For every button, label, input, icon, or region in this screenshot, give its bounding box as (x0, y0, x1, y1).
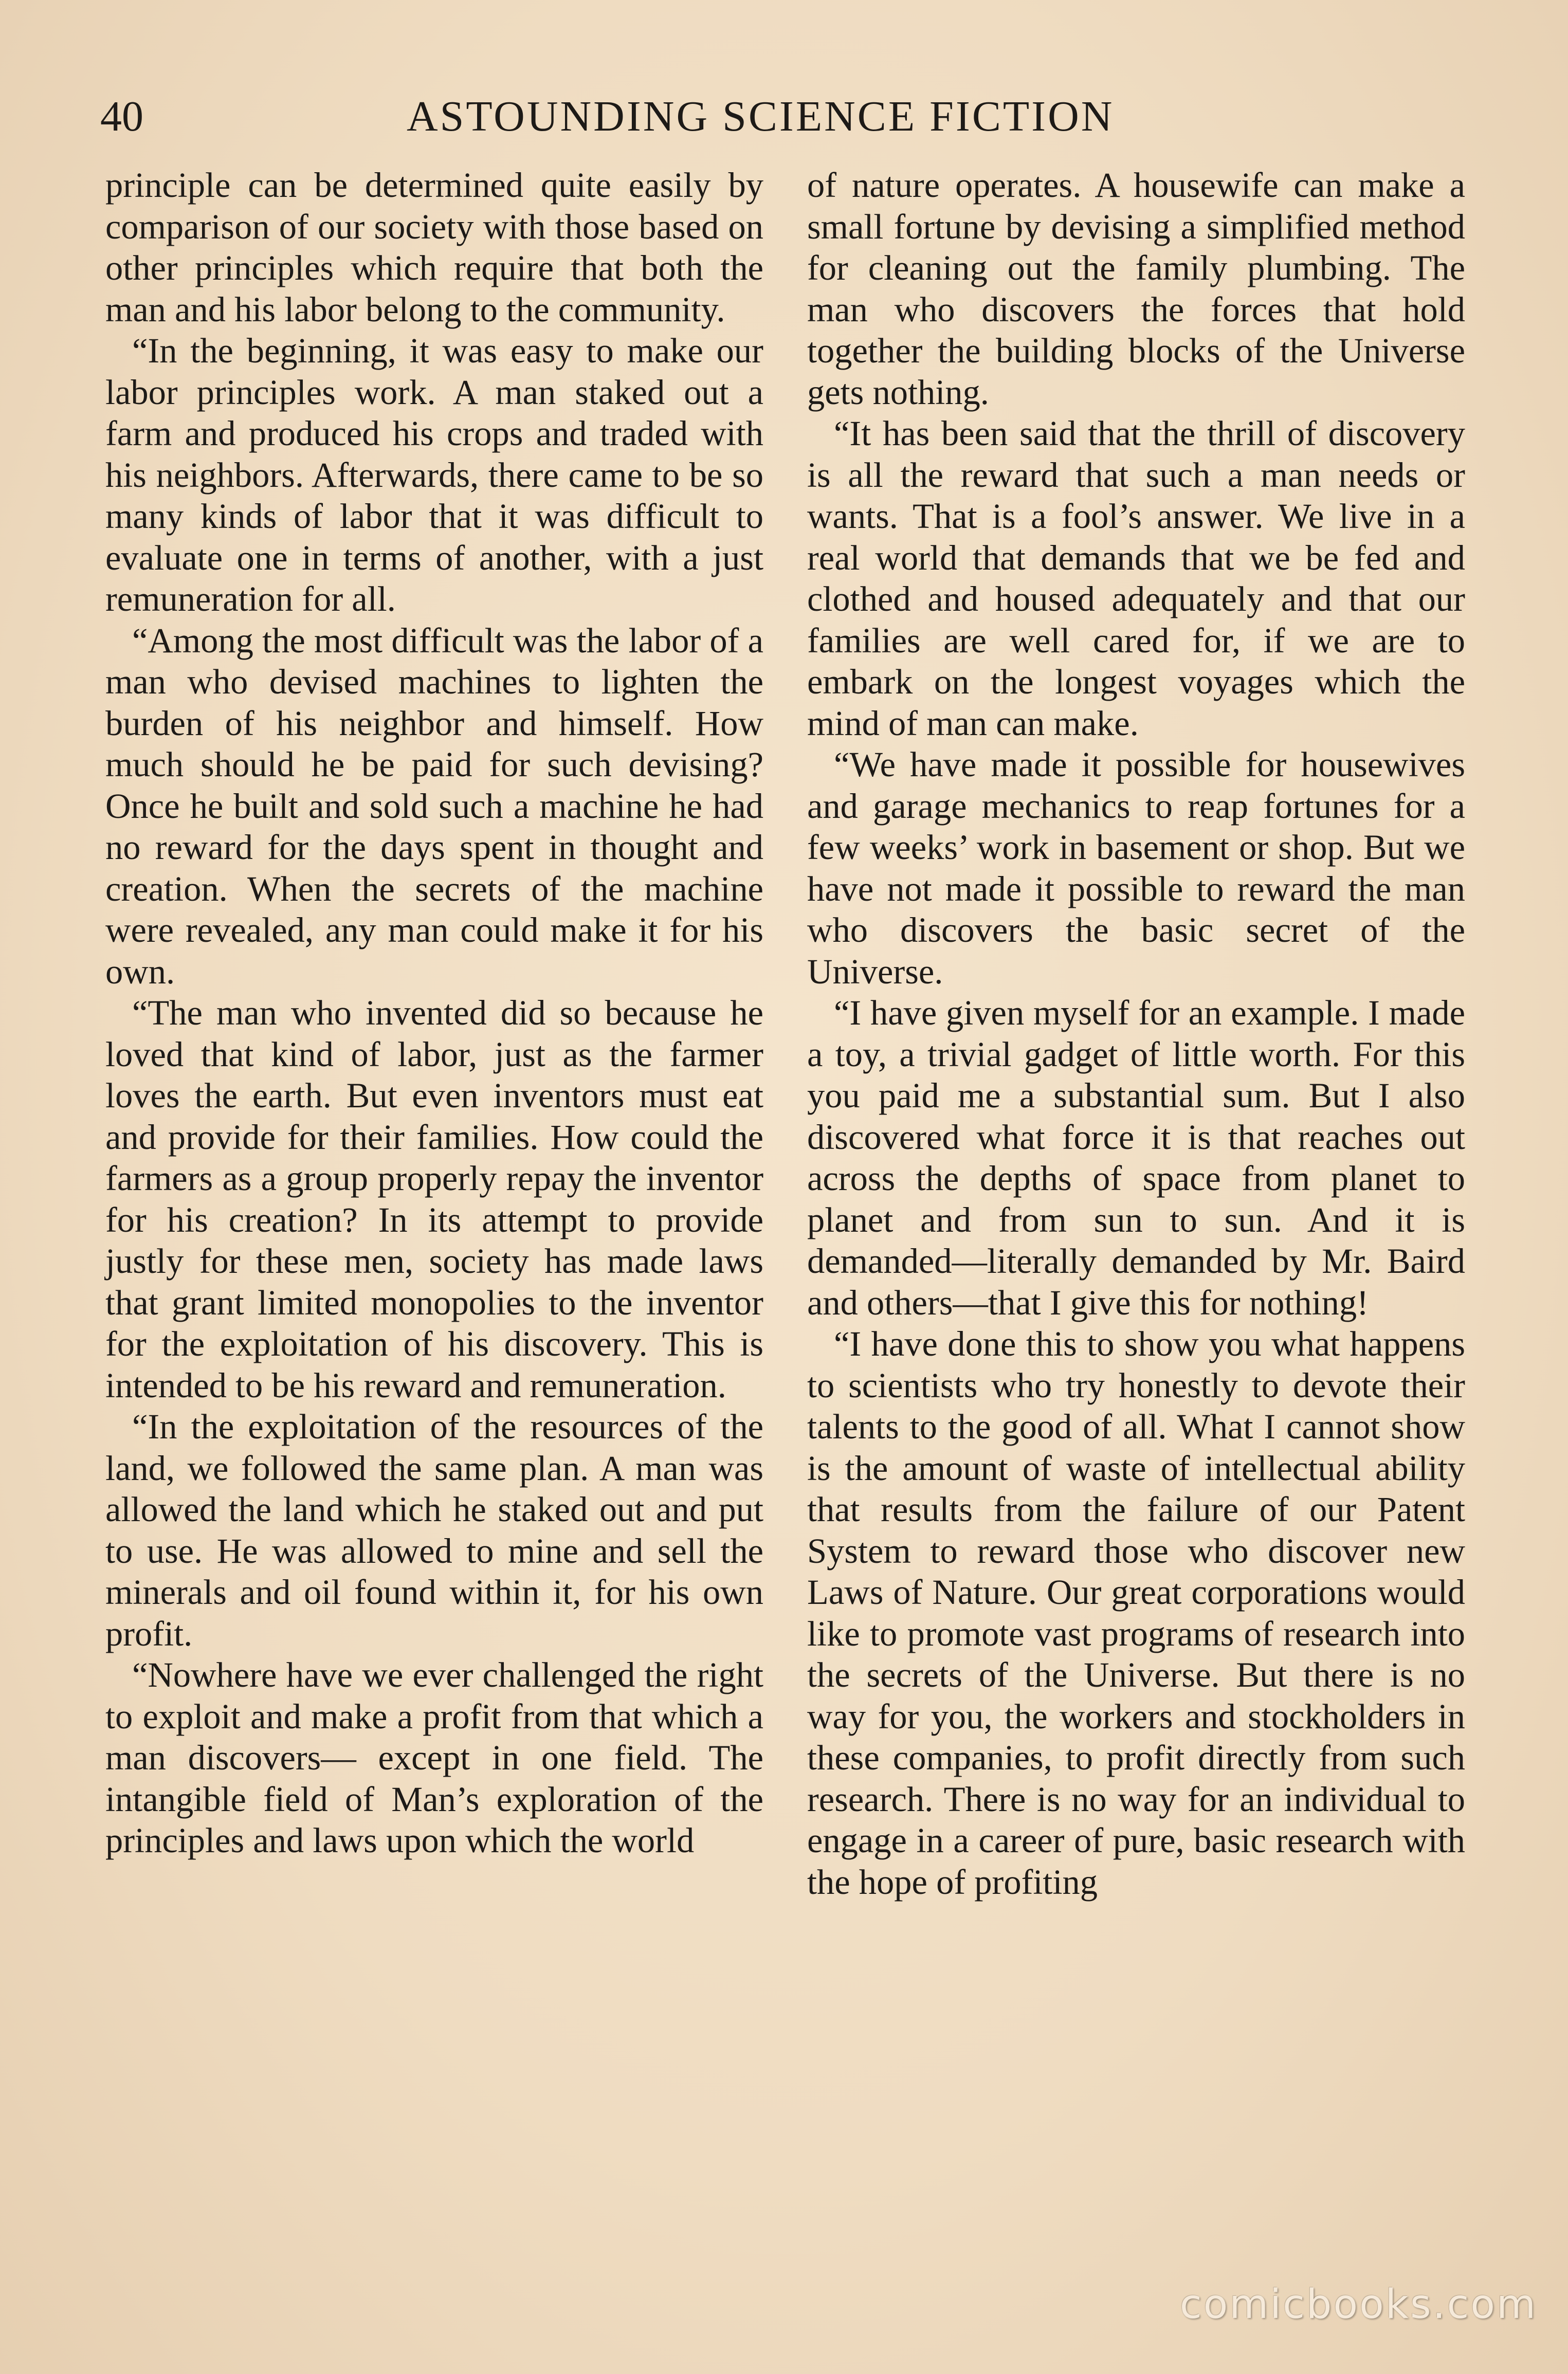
page-header (100, 88, 1488, 145)
paragraph: “I have done this to show you what happens to scientists who try honestly to devote their talents to the good of all. What I cannot show is the amount of waste of intellectual ability that results from the failure of our Patent System to reward those who discover new Laws of Nature. Our great corporations would like to promote vast programs of research into the secrets of the Universe. But there is no way for you, the workers and stockholders in these companies, to profit directly from such research. There is no way for an individual to engage in a career of pure, basic research with the hope of profiting (807, 1324, 1465, 1902)
paragraph: “I have given myself for an example. I made a toy, a trivial gadget of little worth. For this you paid me a substantial sum. But I also discovered what force it is that reaches out across the depths of space from planet to planet and from sun to sun. And it is demanded—literally demanded by Mr. Baird and others—that I give this for nothing! (807, 993, 1465, 1322)
paragraph: principle can be determined quite easily by comparison of our society with those based on other principles which require that both the man and his labor belong to the community. (105, 166, 763, 329)
paragraph: “The man who invented did so because he loved that kind of labor, just as the farmer loves the earth. But even inventors must eat and provide for their families. How could the farmers as a group properly repay the inventor for his creation? In its attempt to provide justly for these men, society has made laws that grant limited monopolies to the inventor for the exploitation of his discovery. This is intended to be his reward and remuneration. (105, 993, 763, 1405)
right-column (807, 165, 1465, 1903)
watermark: comicbooks.com (1179, 2281, 1537, 2328)
running-title: ASTOUNDING SCIENCE FICTION (407, 93, 1115, 140)
paragraph: “It has been said that the thrill of discovery is all the reward that such a man needs or wants. That is a fool’s answer. We live in a real world that demands that we be fed and clothed and housed adequately and that our families are well cared for, if we are to embark on the longest voyages which the mind of man can make. (807, 414, 1465, 743)
page-number: 40 (100, 93, 143, 140)
paragraph: “Nowhere have we ever challenged the right to exploit and make a profit from that which a man discovers— except in one field. The intangible field of Man’s exploration of the principles and laws upon which the world (105, 1655, 763, 1860)
paragraph: “We have made it possible for housewives and garage mechanics to reap fortunes for a few weeks’ work in basement or shop. But we have not made it possible to reward the man who discovers the basic secret of the Universe. (807, 745, 1465, 991)
paragraph: “In the exploitation of the resources of the land, we followed the same plan. A man was allowed the land which he staked out and put to use. He was allowed to mine and sell the minerals and oil found within it, for his own profit. (105, 1407, 763, 1653)
paragraph: “Among the most difficult was the labor of a man who devised machines to lighten the burden of his neighbor and himself. How much should he be paid for such devising? Once he built and sold such a machine he had no reward for the days spent in thought and creation. When the secrets of the machine were revealed, any man could make it for his own. (105, 620, 763, 991)
paragraph: “In the beginning, it was easy to make our labor principles work. A man staked out a farm and produced his crops and traded with his neighbors. Afterwards, there came to be so many kinds of labor that it was difficult to evaluate one in terms of another, with a just remuneration for all. (105, 331, 763, 618)
paragraph: of nature operates. A housewife can make a small fortune by devising a simplified method for cleaning out the family plumbing. The man who discovers the forces that hold together the building blocks of the Universe gets nothing. (807, 166, 1465, 412)
left-column (105, 165, 763, 1861)
